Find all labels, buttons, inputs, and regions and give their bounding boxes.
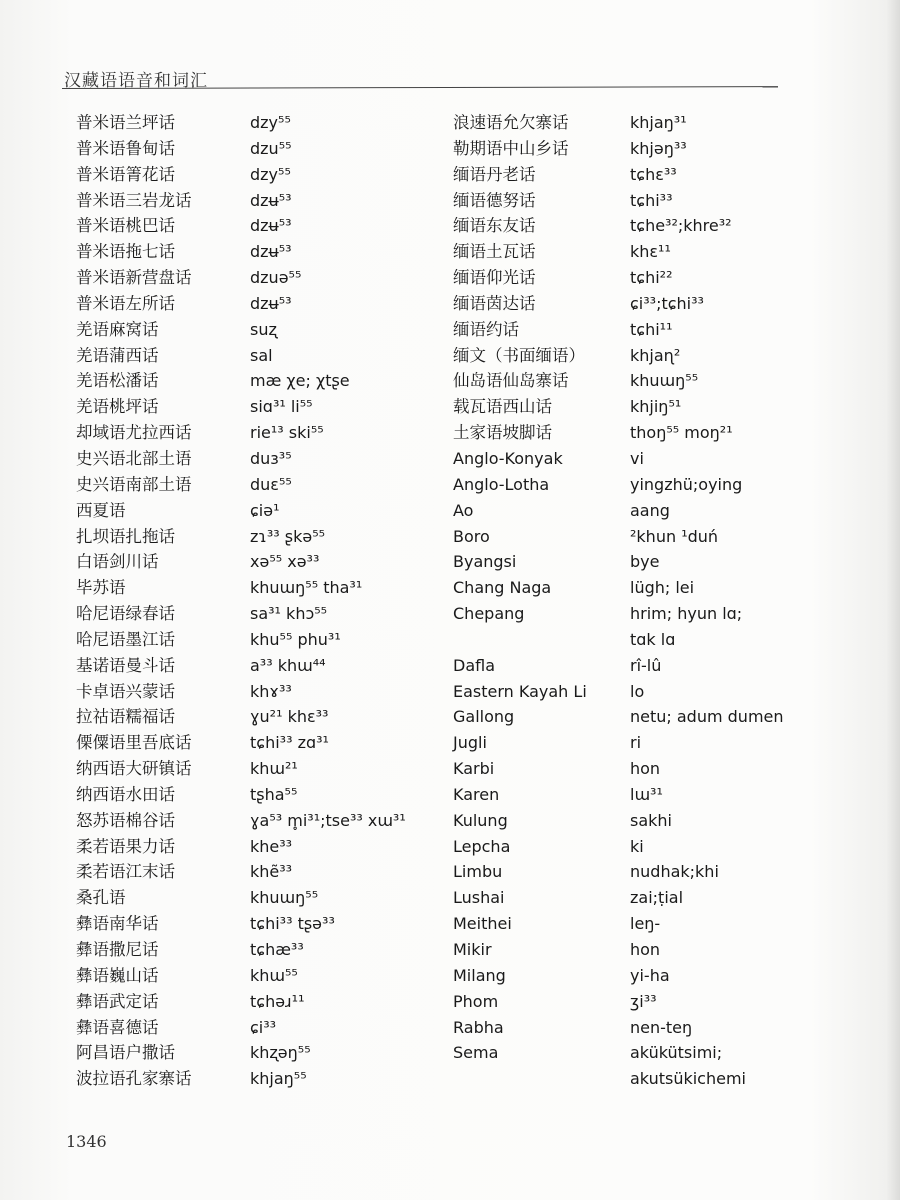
word-form: ɣa⁵³ m̥i³¹;tse³³ xɯ³¹	[250, 810, 406, 830]
language-name: 史兴语南部土语	[76, 474, 192, 494]
word-form: dzʉ⁵³	[250, 216, 292, 236]
word-form: ɕi³³	[250, 1017, 277, 1037]
word-form: lo	[630, 681, 645, 701]
language-name: 缅文（书面缅语）	[453, 345, 585, 365]
word-form: dzʉ⁵³	[250, 242, 292, 262]
language-name: Ao	[453, 500, 474, 520]
language-name: 缅语丹老话	[453, 164, 536, 184]
word-form: dzy⁵⁵	[250, 113, 291, 132]
language-name: Jugli	[453, 733, 487, 753]
word-form: akükütsimi;	[630, 1043, 723, 1063]
left-language-name-column	[76, 110, 246, 1092]
word-form: sakhi	[630, 810, 672, 830]
word-form: leŋ-	[630, 914, 661, 934]
language-name: Mikir	[453, 940, 492, 959]
word-form: thoŋ⁵⁵ moŋ²¹	[630, 423, 733, 443]
word-form: tɕhəɹ¹¹	[250, 991, 305, 1011]
language-name: 毕苏语	[76, 578, 126, 598]
word-form: dzu⁵⁵	[250, 138, 292, 158]
left-word-form-column	[250, 110, 450, 1092]
language-name: Karbi	[453, 759, 495, 779]
word-form: yingzhü;oying	[630, 474, 743, 494]
language-name: 普米语箐花话	[76, 164, 175, 184]
word-form: khuɯŋ⁵⁵	[250, 888, 319, 908]
language-name: 羌语松潘话	[76, 371, 159, 391]
word-form: tɕhi³³ zɑ³¹	[250, 733, 329, 753]
word-form: ri	[630, 733, 642, 753]
language-name: Dafla	[453, 655, 496, 675]
language-name: Gallong	[453, 707, 515, 727]
language-name: 彝语撒尼话	[76, 940, 159, 959]
language-name: 傈僳语里吾底话	[76, 733, 192, 753]
word-form: khẽ³³	[250, 862, 293, 882]
language-name: Lepcha	[453, 836, 511, 856]
word-form: sa³¹ khɔ⁵⁵	[250, 604, 328, 624]
word-form: ɕi³³;tɕhi³³	[630, 293, 704, 313]
word-form: rî-lû	[630, 655, 662, 675]
language-name: 普米语拖七话	[76, 242, 175, 262]
language-name: Milang	[453, 965, 506, 985]
right-word-form-column	[630, 110, 830, 1092]
language-name: 缅语德努话	[453, 190, 536, 210]
word-form: duɛ⁵⁵	[250, 474, 292, 494]
language-name: 纳西语大研镇话	[76, 759, 192, 779]
word-form: zɿ³³ ʂkə⁵⁵	[250, 526, 326, 546]
word-form: dzuə⁵⁵	[250, 268, 302, 288]
page-number: 1346	[66, 1132, 107, 1151]
language-name: 缅语茵达话	[453, 293, 536, 313]
word-form: akutsükichemi	[630, 1069, 746, 1089]
language-name: 彝语南华话	[76, 914, 159, 934]
word-form: xə⁵⁵ xə³³	[250, 552, 320, 572]
word-form: khe³³	[250, 836, 293, 856]
word-form: suʐ	[250, 319, 277, 339]
language-name: 基诺语曼斗话	[76, 655, 175, 675]
word-form: zai;ṭial	[630, 888, 684, 908]
word-form: rie¹³ ski⁵⁵	[250, 423, 324, 443]
word-form: netu; adum dumen	[630, 707, 784, 727]
language-name: 西夏语	[76, 500, 126, 520]
word-form: khjəŋ³³	[630, 138, 687, 158]
word-form: khuɯŋ⁵⁵ tha³¹	[250, 578, 363, 598]
word-form: khu⁵⁵ phu³¹	[250, 629, 341, 649]
word-form: bye	[630, 552, 660, 572]
word-form: khɤ³³	[250, 681, 292, 701]
word-form: sal	[250, 345, 273, 365]
language-name: 羌语麻窝话	[76, 319, 159, 339]
word-form: ɕiə¹	[250, 500, 280, 520]
language-name: 纳西语水田话	[76, 784, 175, 804]
word-form: vi	[630, 448, 644, 468]
language-name: Limbu	[453, 862, 503, 882]
language-name: 普米语桃巴话	[76, 216, 175, 236]
word-form: khjaɳ²	[630, 345, 681, 365]
word-form: khɯ⁵⁵	[250, 965, 298, 985]
word-form: dzʉ⁵³	[250, 190, 292, 210]
word-form: yi-ha	[630, 965, 670, 985]
language-name: Phom	[453, 991, 499, 1011]
word-form: siɑ³¹ li⁵⁵	[250, 397, 313, 417]
word-form: tɑk lɑ	[630, 629, 676, 649]
language-name: 却域语尤拉西话	[76, 423, 192, 443]
word-form: duɜ³⁵	[250, 448, 292, 468]
word-form: tʂha⁵⁵	[250, 784, 298, 804]
word-form: ki	[630, 836, 644, 856]
language-name: 普米语左所话	[76, 293, 175, 313]
language-name: 缅语仰光话	[453, 268, 536, 288]
word-form: nudhak;khi	[630, 862, 719, 882]
word-form: khjaŋ³¹	[630, 113, 687, 132]
language-name: 史兴语北部土语	[76, 448, 192, 468]
language-name: Meithei	[453, 914, 512, 934]
word-form: ²khun ¹duń	[630, 526, 719, 546]
word-form: mæ χe; χtʂe	[250, 371, 350, 391]
language-name: 普米语兰坪话	[76, 113, 175, 132]
language-name: Karen	[453, 784, 500, 804]
running-header-title: 汉藏语语音和词汇	[64, 71, 208, 91]
language-name: 波拉语孔家寨话	[76, 1069, 192, 1089]
language-name: 缅语土瓦话	[453, 242, 536, 262]
word-form: tɕhæ³³	[250, 940, 304, 959]
word-form: tɕhi³³	[630, 190, 673, 210]
language-name: 柔若语江末话	[76, 862, 175, 882]
language-name: 仙岛语仙岛寨话	[453, 371, 569, 391]
word-form: ɣu²¹ khɛ³³	[250, 707, 329, 727]
word-form: khɛ¹¹	[630, 242, 671, 262]
language-name: 土家语坡脚话	[453, 423, 552, 443]
language-name: 桑孔语	[76, 888, 126, 908]
language-name: 白语剑川话	[76, 552, 159, 572]
language-name: 缅语约话	[453, 319, 519, 339]
language-name: Anglo-Lotha	[453, 474, 550, 494]
language-name: 彝语武定话	[76, 991, 159, 1011]
language-name: 彝语喜德话	[76, 1017, 159, 1037]
word-form: nen-teŋ	[630, 1017, 693, 1037]
word-form: khɯ²¹	[250, 759, 298, 779]
language-name: 载瓦语西山话	[453, 397, 552, 417]
word-form: a³³ khɯ⁴⁴	[250, 655, 326, 675]
language-name: Anglo-Konyak	[453, 448, 563, 468]
word-form: ʒi³³	[630, 991, 657, 1011]
word-form: hon	[630, 759, 661, 779]
language-name: Sema	[453, 1043, 499, 1063]
language-name: 阿昌语户撒话	[76, 1043, 175, 1063]
word-form: tɕhe³²;khre³²	[630, 216, 732, 236]
word-form: tɕhi¹¹	[630, 319, 673, 339]
word-form: hrim; hyun lɑ;	[630, 604, 743, 624]
language-name: 缅语东友话	[453, 216, 536, 236]
language-name: 普米语三岩龙话	[76, 190, 192, 210]
language-name: 彝语巍山话	[76, 965, 159, 985]
page-edge-shadow	[886, 0, 900, 1200]
language-name: 哈尼语墨江话	[76, 629, 175, 649]
right-language-name-column	[453, 110, 628, 1092]
language-name: 哈尼语绿春话	[76, 604, 175, 624]
language-name: 卡卓语兴蒙话	[76, 681, 175, 701]
language-name: Chang Naga	[453, 578, 552, 598]
language-name: Boro	[453, 526, 490, 546]
word-form: tɕhi²²	[630, 268, 673, 288]
language-name: Eastern Kayah Li	[453, 681, 587, 701]
language-name: Kulung	[453, 810, 508, 830]
language-name: 怒苏语棉谷话	[76, 810, 175, 830]
language-name: 勒期语中山乡话	[453, 138, 569, 158]
language-name: 普米语新营盘话	[76, 268, 192, 288]
word-form: tɕhi³³ tʂə³³	[250, 914, 335, 934]
word-form: lügh; lei	[630, 578, 695, 598]
language-name: 扎坝语扎拖话	[76, 526, 175, 546]
word-form: khuɯŋ⁵⁵	[630, 371, 699, 391]
language-name: Byangsi	[453, 552, 517, 572]
word-form: khʐəŋ⁵⁵	[250, 1043, 311, 1063]
word-form: khjaŋ⁵⁵	[250, 1069, 307, 1089]
language-name	[453, 627, 628, 653]
word-form: aang	[630, 500, 670, 520]
language-name	[453, 1066, 628, 1092]
language-name: Lushai	[453, 888, 505, 908]
word-form: khjiŋ⁵¹	[630, 397, 682, 417]
language-name: Rabha	[453, 1017, 504, 1037]
word-form: dzʉ⁵³	[250, 293, 292, 313]
language-name: 拉祜语糯福话	[76, 707, 175, 727]
language-name: 柔若语果力话	[76, 836, 175, 856]
word-form: tɕhɛ³³	[630, 164, 677, 184]
language-name: Chepang	[453, 604, 525, 624]
language-name: 普米语鲁甸话	[76, 138, 175, 158]
word-form: lɯ³¹	[630, 784, 663, 804]
word-form: dzy⁵⁵	[250, 164, 291, 184]
language-name: 浪速语允欠寨话	[453, 113, 569, 132]
word-form: hon	[630, 940, 661, 959]
language-name: 羌语蒲西话	[76, 345, 159, 365]
language-name: 羌语桃坪话	[76, 397, 159, 417]
